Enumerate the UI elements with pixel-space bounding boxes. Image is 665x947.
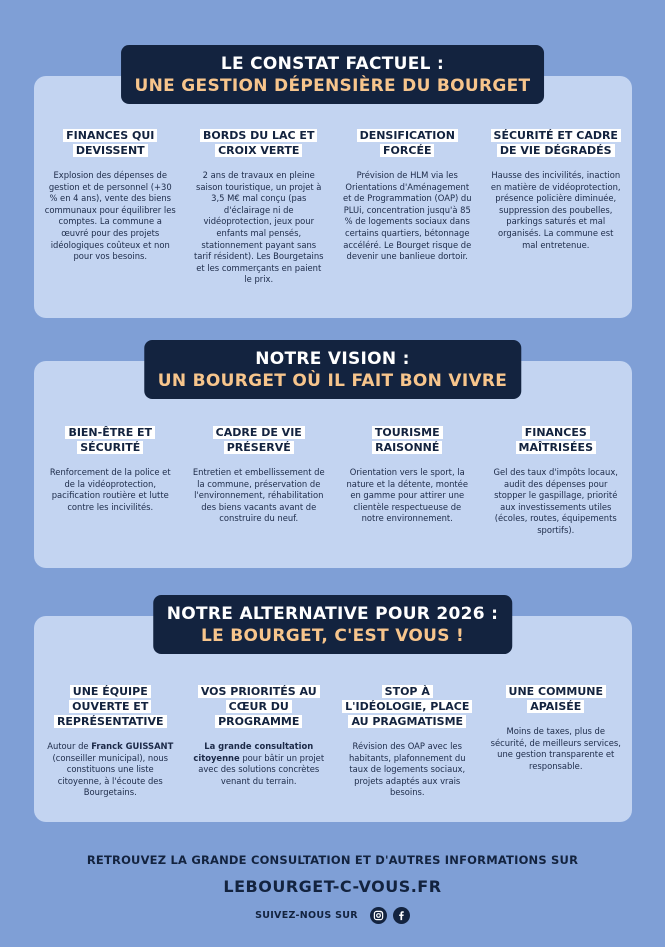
- columns-constat: [36, 128, 630, 286]
- column-title: CADRE DE VIE PRÉSERVÉ: [193, 425, 326, 455]
- banner-vision: [144, 340, 521, 399]
- body-bold: La grande consultation citoyenne: [193, 741, 314, 763]
- column-body: [44, 741, 177, 799]
- facebook-glyph: [396, 910, 407, 921]
- body-suffix: pour bâtir un projet avec des solutions concrètes venant du terrain.: [198, 752, 325, 786]
- columns-vision: [36, 425, 630, 537]
- column-body: 2 ans de travaux en pleine saison touristique, un projet à 3,5 M€ mal conçu (pas d'éclairage ni de vidéoprotection, jeux pour enfants mal pensés, stationnement payant sans tarif résident). Les Bourgetains et les commerçants en paient le prix.: [193, 170, 324, 285]
- column-densification: [333, 128, 482, 286]
- column-title: STOP À L'IDÉOLOGIE, PLACE AU PRAGMATISME: [341, 684, 474, 729]
- column-body: Gel des taux d'impôts locaux, audit des dépenses pour stopper le gaspillage, priorité aux investissements utiles (écoles, routes, équipements sportifs).: [493, 467, 618, 535]
- column-title: DENSIFICATION FORCÉE: [341, 128, 474, 158]
- column-title: TOURISME RAISONNÉ: [341, 425, 474, 455]
- footer-info-line: RETROUVEZ LA GRANDE CONSULTATION ET D'AUTRES INFORMATIONS SUR: [86, 853, 579, 867]
- column-finances-maitrisees: [482, 425, 631, 537]
- column-securite-degradee: [482, 128, 631, 286]
- body-suffix: (conseiller municipal), nous constituons une liste citoyenne, à l'écoute des Bourgetains.: [52, 752, 169, 798]
- banner-alternative-line2: LE BOURGET, C'EST VOUS !: [200, 626, 465, 646]
- columns-alternative: [36, 684, 630, 799]
- column-title: UNE ÉQUIPE OUVERTE ET REPRÉSENTATIVE: [44, 684, 177, 729]
- column-body: Moins de taxes, plus de sécurité, de meilleurs services, une gestion transparente et responsable.: [490, 726, 621, 771]
- instagram-glyph: [373, 910, 384, 921]
- instagram-icon[interactable]: [370, 907, 387, 924]
- column-title: FINANCES QUI DEVISSENT: [44, 128, 177, 158]
- column-title: UNE COMMUNE APAISÉE: [490, 684, 623, 714]
- column-title: SÉCURITÉ ET CADRE DE VIE DÉGRADÉS: [490, 128, 623, 158]
- column-title: FINANCES MAÎTRISÉES: [490, 425, 623, 455]
- column-vos-priorites: [185, 684, 334, 799]
- banner-vision-line2: UN BOURGET OÙ IL FAIT BON VIVRE: [157, 371, 508, 391]
- column-title: BORDS DU LAC ET CROIX VERTE: [193, 128, 326, 158]
- footer-website-link[interactable]: LEBOURGET-C-VOUS.FR: [223, 877, 442, 896]
- facebook-icon[interactable]: [393, 907, 410, 924]
- column-equipe-ouverte: [36, 684, 185, 799]
- banner-alternative: [153, 595, 513, 654]
- body-bold: Franck GUISSANT: [91, 741, 174, 751]
- banner-constat: [121, 45, 545, 104]
- follow-label: SUIVEZ-NOUS SUR: [255, 910, 358, 921]
- column-body: Explosion des dépenses de gestion et de personnel (+30 % en 4 ans), vente des biens communaux pour équilibrer les comptes. La commune a œuvré pour des projets idéologiques coûteux et non pour vos besoins.: [44, 170, 176, 262]
- column-bien-etre-securite: [36, 425, 185, 537]
- column-body: Orientation vers le sport, la nature et la détente, montée en gamme pour attirer une clientèle respectueuse de notre environnement.: [346, 467, 468, 524]
- banner-alternative-line1: NOTRE ALTERNATIVE POUR 2026 :: [166, 604, 499, 624]
- column-stop-ideologie: [333, 684, 482, 799]
- banner-constat-line2: UNE GESTION DÉPENSIÈRE DU BOURGET: [134, 76, 531, 96]
- column-body: Prévision de HLM via les Orientations d'Aménagement et de Programmation (OAP) du PLUi, concentration jusqu'à 85 % de logements sociaux dans certains quartiers, bétonnage accéléré. Le Bourget risque de devenir une banlieue dortoir.: [342, 170, 472, 262]
- column-body: Hausse des incivilités, inaction en matière de vidéoprotection, présence policière diminuée, suppression des poubelles, parkings saturés et mal organisés. La commune est mal entretenue.: [490, 170, 621, 250]
- column-body: Révision des OAP avec les habitants, plafonnement du taux de logements sociaux, projets adaptés aux vrais besoins.: [348, 741, 466, 798]
- column-body: [193, 741, 326, 787]
- column-commune-apaisee: [482, 684, 631, 799]
- column-cadre-de-vie: [185, 425, 334, 537]
- column-body: Entretien et embellissement de la commune, préservation de l'environnement, réhabilitation des biens vacants avant de construire du neuf.: [192, 467, 325, 524]
- column-finances-qui-devissent: [36, 128, 185, 286]
- column-bords-du-lac: [185, 128, 334, 286]
- column-title: VOS PRIORITÉS AU CŒUR DU PROGRAMME: [193, 684, 326, 729]
- body-prefix: Autour de: [47, 741, 92, 751]
- social-links: [0, 907, 665, 924]
- banner-vision-line1: NOTRE VISION :: [255, 349, 410, 369]
- column-tourisme: [333, 425, 482, 537]
- column-title: BIEN-ÊTRE ET SÉCURITÉ: [44, 425, 177, 455]
- banner-constat-line1: LE CONSTAT FACTUEL :: [220, 54, 445, 74]
- column-body: Renforcement de la police et de la vidéoprotection, pacification routière et lutte contre les incivilités.: [49, 467, 171, 512]
